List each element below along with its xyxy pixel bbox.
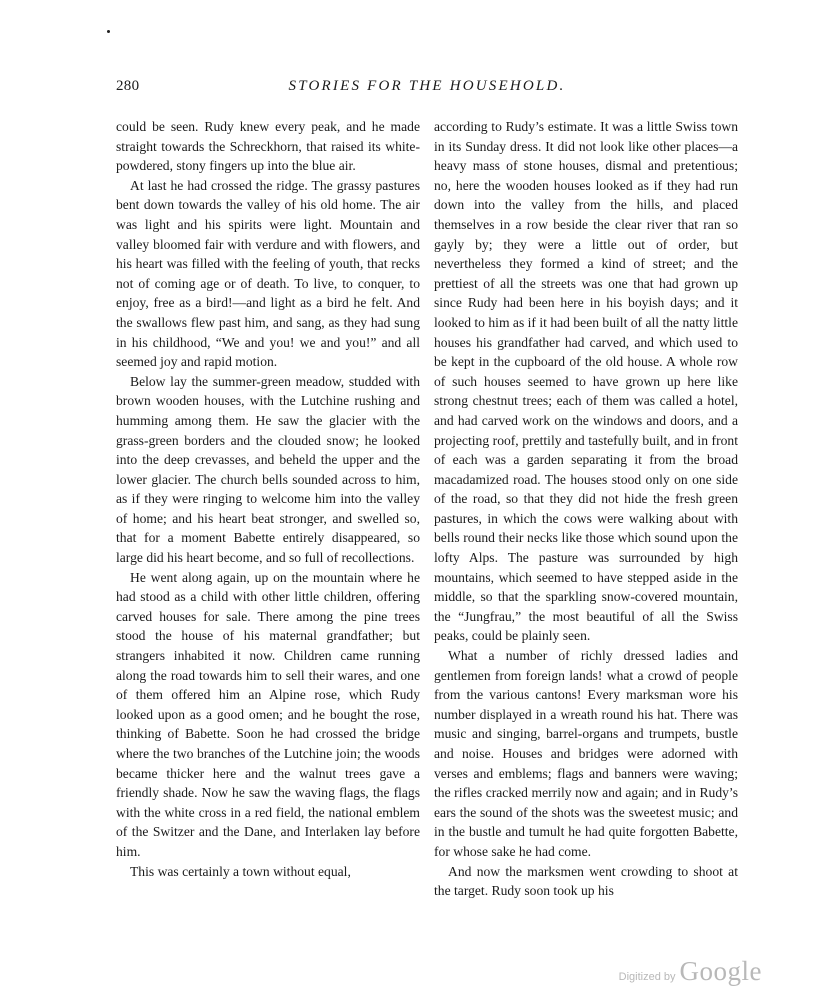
google-logo: Google: [679, 956, 762, 986]
digitized-by-google-watermark: [619, 956, 762, 986]
paragraph: And now the marksmen went crowding to shoot at the target. Rudy soon took up his: [434, 863, 738, 899]
page-header: [116, 78, 738, 98]
watermark-prefix: Digitized by: [618, 971, 676, 983]
paragraph: What a number of richly dressed ladies and gentlemen from foreign lands! what a crowd of people from the various cantons! Every marksman wore his number displayed in a wreath round his hat. There was music and singing, barrel-organs and trumpets, bustle and noise. Houses and bridges were adorned with verses and emblems; flags and banners were waving; the rifles cracked merrily now and again; and in Rudy’s ears the sound of the shots was the sweetest music; and in the bustle and tumult he had quite forgotten Babette, for whose sake he had come.: [434, 648, 738, 859]
paragraph: Below lay the summer-green meadow, studded with brown wooden houses, with the Lutchine rushing and humming among them. He saw the glacier with the grass-green borders and the clouded snow; he looked into the deep crevasses, and beheld the upper and the lower glacier. The church bells sounded across to him, as if they were ringing to welcome him into the valley of home; and his heart beat stronger, and swelled so, that for a moment Babette entirely disappeared, so large did his heart become, and so full of recollections.: [116, 373, 420, 566]
paragraph: could be seen. Rudy knew every peak, and he made straight towards the Schreckhorn, that raised its white-powdered, stony fingers up into the blue air.: [116, 119, 420, 174]
ink-speck: [107, 30, 110, 33]
paragraph: At last he had crossed the ridge. The grassy pastures bent down towards the valley of his old home. The air was light and his spirits were light. Mountain and valley bloomed fair with verdure and with flowers, and his heart was filled with the feeling of youth, that recks not of coming age or of death. To live, to conquer, to enjoy, free as a bird!—and light as a bird he felt. And the swallows flew past him, and sang, as they had sung in his childhood, “We and you! we and you!” and all seemed joy and rapid motion.: [116, 177, 420, 370]
right-column: [434, 117, 738, 901]
page-number: 280: [116, 78, 140, 94]
running-title: STORIES FOR THE HOUSEHOLD.: [288, 78, 566, 94]
paragraph: He went along again, up on the mountain where he had stood as a child with other little children, offering carved houses for sale. There among the pine trees stood the house of his maternal grandfather; but strangers inhabited it now. Children came running along the road towards him to sell their wares, and one of them offered him an Alpine rose, which Rudy looked upon as a good omen; and he bought the rose, thinking of Babette. Soon he had crossed the bridge where the two branches of the Lutchine join; the woods became thicker here and the walnut trees gave a friendly shade. Now he saw the waving flags, the flags with the white cross in a red field, the national emblem of the Switzer and the Dane, and Interlaken lay before him.: [116, 569, 420, 859]
paragraph: according to Rudy’s estimate. It was a little Swiss town in its Sunday dress. It did not look like other places—a heavy mass of stone houses, dismal and pretentious; no, here the wooden houses looked as if they had run down into the valley from the hills, and placed themselves in a row beside the clear river that ran so gayly by; they were a little out of order, but nevertheless they formed a kind of street; and the prettiest of all the streets was one that had grown up since Rudy had been here in his boyish days; and it looked to him as if it had been built of all the natty little houses his grandfather had carved, and which used to be kept in the cupboard of the old house. A whole row of such houses seemed to have grown up here like strong chestnut trees; each of them was called a hotel, and had carved work on the windows and doors, and a projecting roof, prettily and tastefully built, and in front of each was a garden separating it from the broad macadamized road. The houses stood only on one side of the road, so that they did not hide the fresh green pastures, in which the cows were walking about with bells round their necks like those which sound upon the lofty Alps. The pasture was surrounded by high mountains, which seemed to have stepped aside in the middle, so that the sparkling snow-covered mountain, the “Jungfrau,” the most beautiful of all the Swiss peaks, could be plainly seen.: [434, 119, 738, 644]
left-column: [116, 117, 420, 881]
paragraph: This was certainly a town without equal,: [130, 863, 351, 879]
